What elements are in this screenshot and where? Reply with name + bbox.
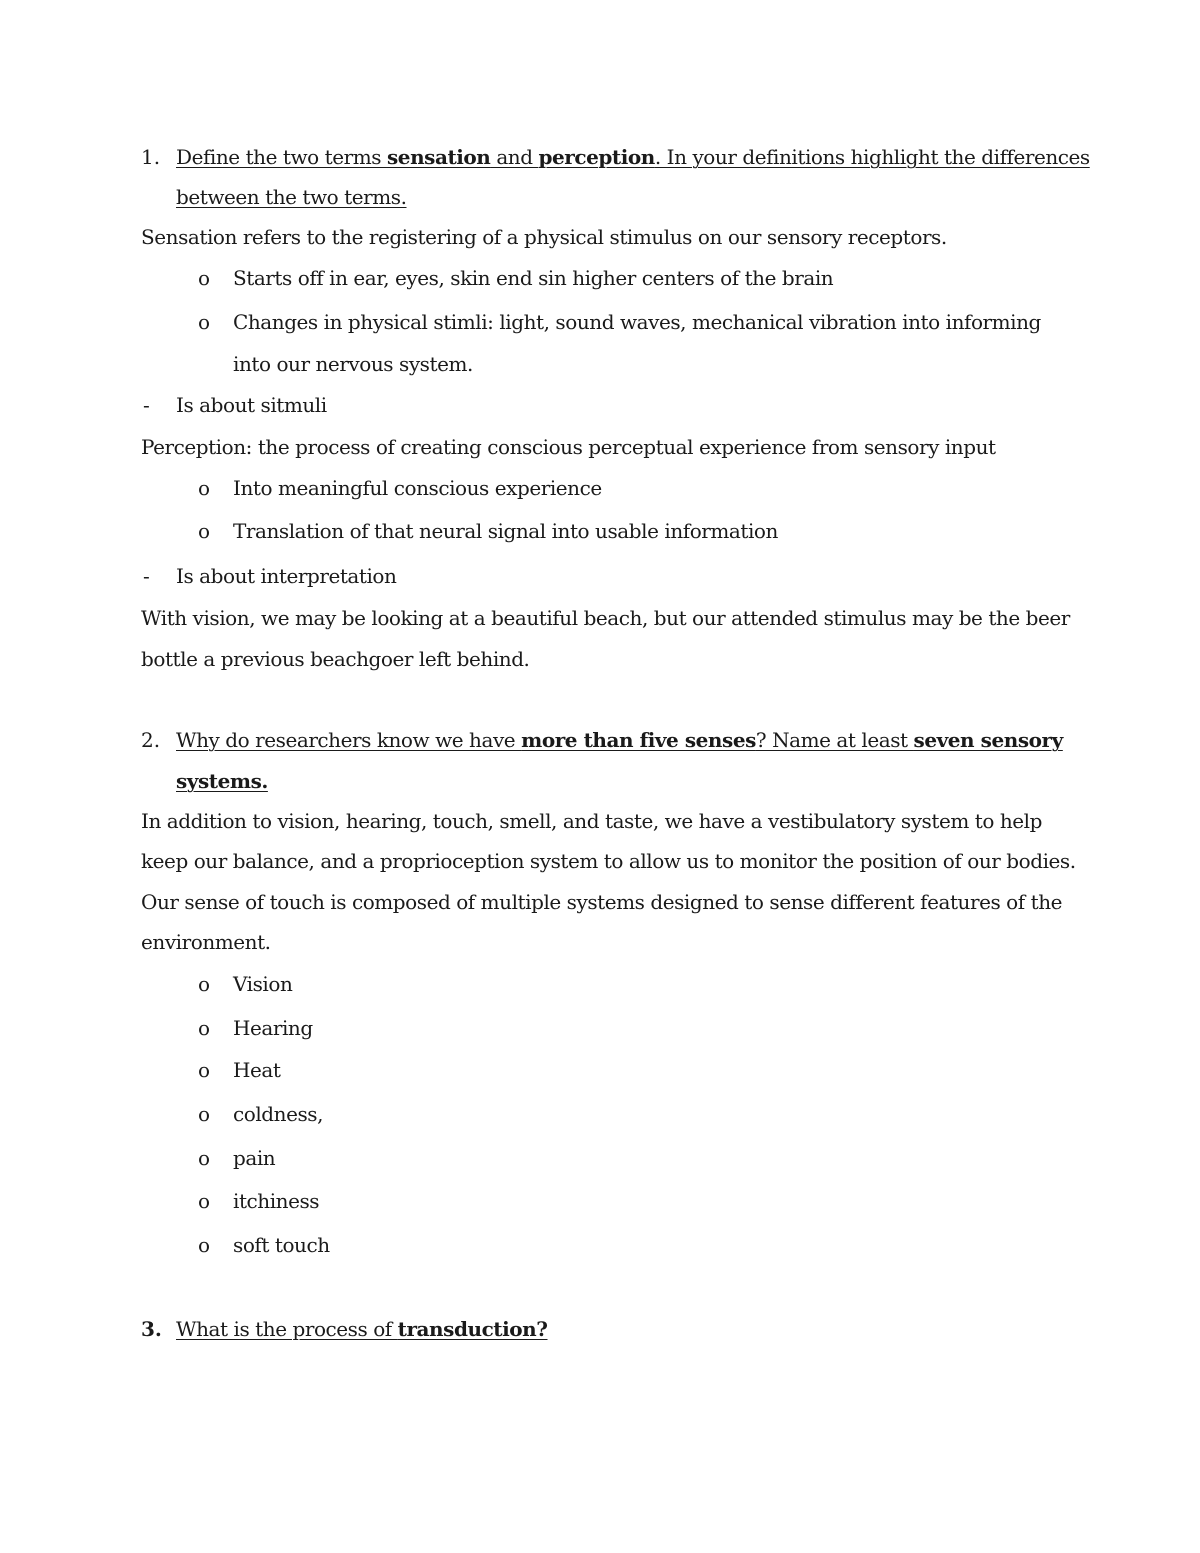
q2-term-seven-sensory: seven sensory: [913, 728, 1063, 752]
sense-item: Hearing: [233, 1016, 313, 1040]
q2-heading-text-a: Why do researchers know we have: [176, 728, 522, 752]
q1-heading-line2: between the two terms.: [176, 185, 407, 209]
q2-heading-line1: [176, 726, 1063, 754]
dash-marker: -: [143, 393, 150, 417]
q2-answer-line-3: Our sense of touch is composed of multiple systems designed to sense different features of the: [141, 890, 1063, 914]
q1-term-perception: perception: [538, 145, 655, 169]
example-line-2: bottle a previous beachgoer left behind.: [141, 647, 530, 671]
q2-term-more-than-five: more than five senses: [521, 728, 756, 752]
perception-bullet-2: Translation of that neural signal into usable information: [233, 519, 778, 543]
bullet-marker: o: [198, 266, 211, 290]
q1-heading-line1: [176, 143, 1090, 171]
sense-item: pain: [233, 1146, 276, 1170]
bullet-marker: o: [198, 1016, 211, 1040]
q2-answer-line-4: environment.: [141, 930, 271, 954]
bullet-marker: o: [198, 310, 211, 334]
dash-marker: -: [143, 564, 150, 588]
sense-item: Heat: [233, 1058, 281, 1082]
bullet-marker: o: [198, 1189, 211, 1213]
bullet-marker: o: [198, 972, 211, 996]
bullet-marker: o: [198, 1233, 211, 1257]
q1-term-sensation: sensation: [386, 145, 491, 169]
perception-definition: Perception: the process of creating conscious perceptual experience from sensory input: [141, 435, 996, 459]
q2-heading-line2: systems.: [176, 769, 268, 793]
bullet-marker: o: [198, 1102, 211, 1126]
q3-number: 3.: [141, 1317, 162, 1341]
sensation-note: Is about sitmuli: [176, 393, 327, 417]
bullet-marker: o: [198, 1058, 211, 1082]
q3-term-transduction: transduction?: [397, 1317, 548, 1341]
q3-heading: [176, 1315, 548, 1343]
sensation-bullet-1: Starts off in ear, eyes, skin end sin higher centers of the brain: [233, 266, 834, 290]
sensation-bullet-2-cont: into our nervous system.: [233, 352, 473, 376]
q1-number: 1.: [141, 145, 161, 169]
q2-answer-line-2: keep our balance, and a proprioception system to allow us to monitor the position of our bodies.: [141, 849, 1076, 873]
q2-heading-text-c: ? Name at least: [755, 728, 914, 752]
bullet-marker: o: [198, 476, 211, 500]
sense-item: coldness,: [233, 1102, 323, 1126]
sensation-bullet-2: Changes in physical stimli: light, sound waves, mechanical vibration into informing: [233, 310, 1041, 334]
sense-item: soft touch: [233, 1233, 330, 1257]
q1-heading-text-a: Define the two terms: [176, 145, 387, 169]
bullet-marker: o: [198, 519, 211, 543]
q3-heading-text-a: What is the process of: [176, 1317, 398, 1341]
q1-heading-text-e: . In your definitions highlight the differences: [654, 145, 1090, 169]
example-line-1: With vision, we may be looking at a beautiful beach, but our attended stimulus may be the beer: [141, 606, 1070, 630]
perception-bullet-1: Into meaningful conscious experience: [233, 476, 602, 500]
sensation-definition: Sensation refers to the registering of a physical stimulus on our sensory receptors.: [141, 225, 947, 249]
q2-answer-line-1: In addition to vision, hearing, touch, smell, and taste, we have a vestibulatory system to help: [141, 809, 1042, 833]
q2-number: 2.: [141, 728, 161, 752]
sense-item: Vision: [233, 972, 293, 996]
perception-note: Is about interpretation: [176, 564, 397, 588]
bullet-marker: o: [198, 1146, 211, 1170]
sense-item: itchiness: [233, 1189, 320, 1213]
q1-heading-text-c: and: [490, 145, 539, 169]
